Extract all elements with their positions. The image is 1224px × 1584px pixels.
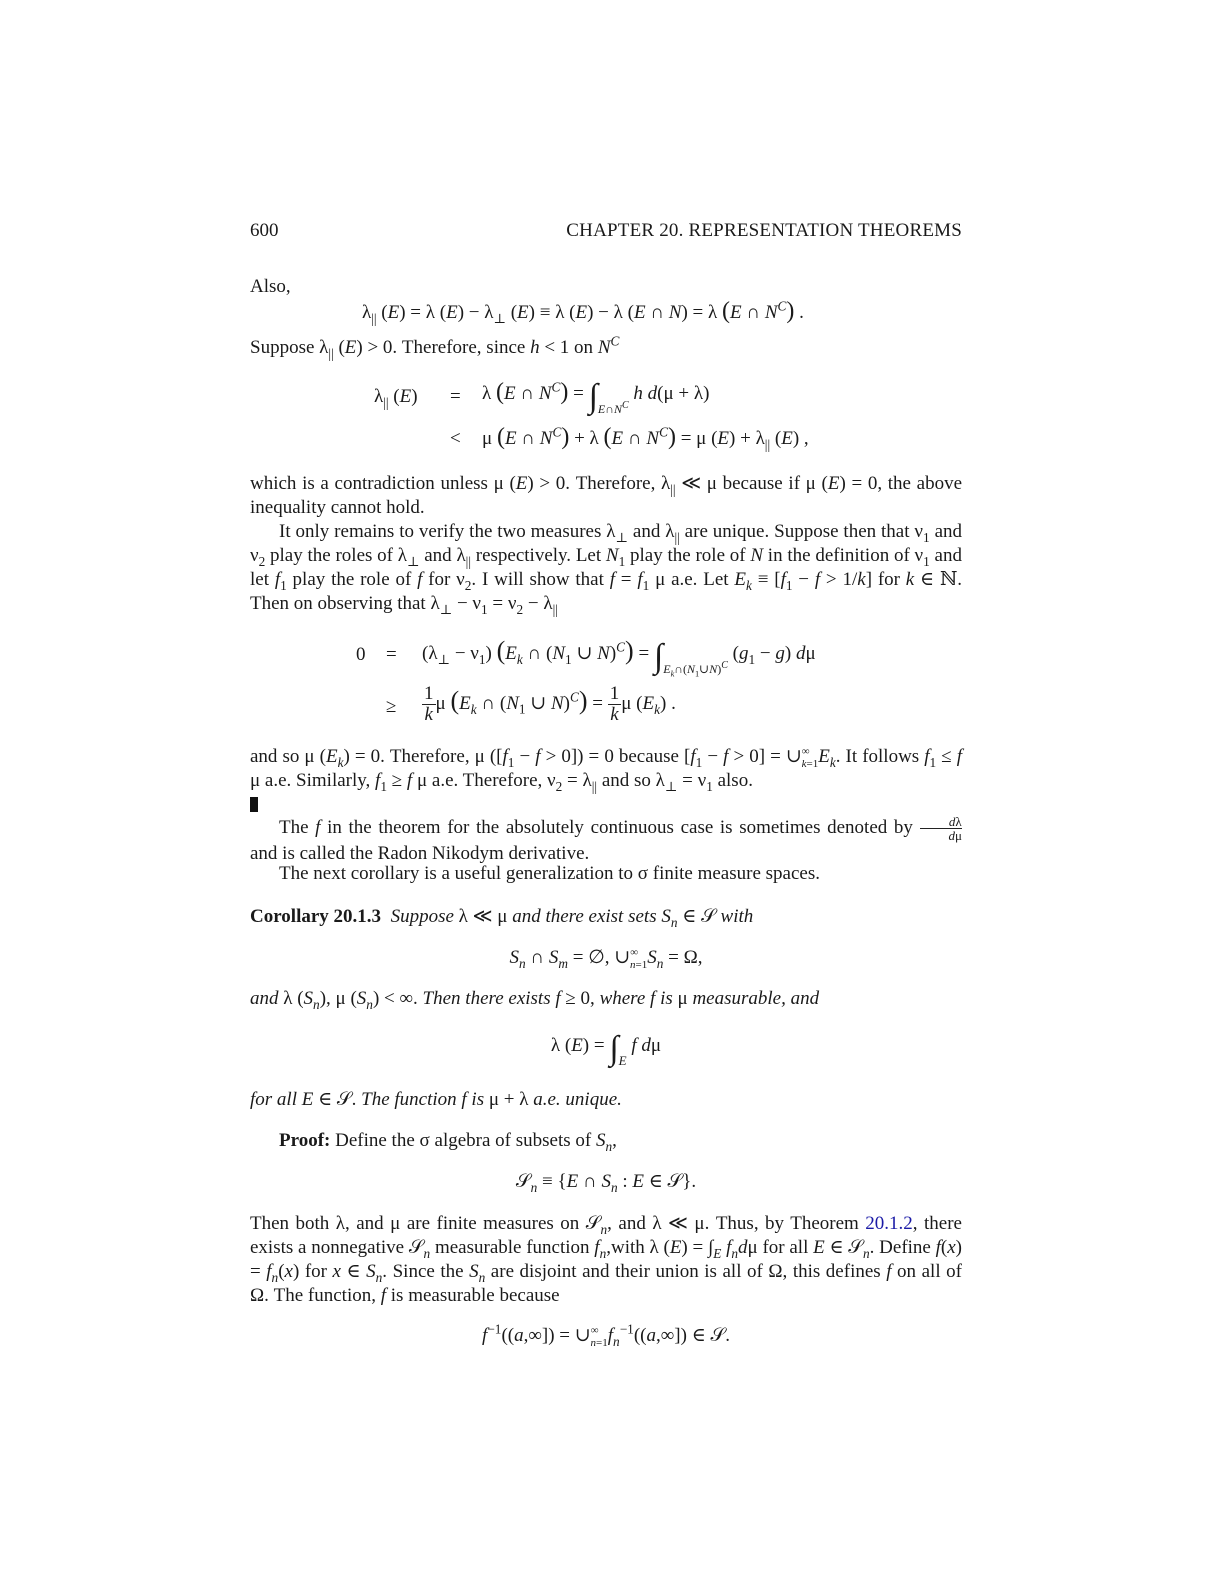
align3-rhs: $(\lambda_\perp - \nu_1)$ ($E_k$ ∩ ($N_1$ ∪ $N)^C) = \int_{E_k\cap(N_1\cup N)^C}$ $(g_1 - g)$ dμ [422,636,816,679]
paragraph-contradiction: which is a contradiction unless μ (E) > 0. Therefore, $\lambda_{||}$ ≪ μ because if μ (E) = 0, the above inequality cannot hold. [250,473,962,518]
paragraph-next: The next corollary is a useful generalization to σ finite measure spaces. [279,863,820,884]
paragraph-and-so: and so μ $(E_k) = 0$. Therefore, μ $([f_1 - f > 0]) = 0$ because $[f_1 - f > 0]$ = $\cup^\infty_{k=1}E_k$. It follows $f_1 \le f$ μ a.e. Similarly, $f_1 \ge f$ μ a.e. Therefore, $\nu_2 = \lambda_{||}$ and so $\lambda_\perp = \nu_1$ also. [250,745,962,817]
proof-label: Proof: [279,1130,331,1151]
proof-start: Proof: Define the σ algebra of subsets of $S_n$, [279,1130,617,1154]
corollary-statement: Corollary 20.1.3 Suppose λ ≪ μ and there exist sets $S_n$ ∈ 𝒮 with [250,906,754,930]
paragraph-then: Then both λ, and μ are finite measures on 𝒮$_n$, and λ ≪ μ. Thus, by Theorem 20.1.2, there exists a nonnegative 𝒮$_n$ measurable function $f_n,with$ λ $(E) = \int_E$ $f_nd\mu$ for all E ∈ 𝒮$_n$. Define $f(x) = f_n(x)$ for x ∈ $S_n$. Since the $S_n$ are disjoint and their union is all of Ω, this defines f on all of Ω. The function, f is measurable because [250,1213,962,1306]
equation-lambda-parallel [362,298,804,325]
align1-rhs: λ (E ∩ $N^C) = \int_{E\cap N^C}$ h d(μ + λ) [482,378,710,416]
paragraph-radon: The f in the theorem for the absolutely continuous case is sometimes denoted by $\frac{d\lambda}{d\mu}$ and is called the Radon Nikodym derivative. [250,814,962,864]
equation-lambda-int: λ $(E) = \int_E$ f dμ [550,1030,662,1068]
equation-sigma: 𝒮$_n$ ≡ {E ∩ $S_n$ : E ∈ 𝒮}. [515,1171,697,1195]
paragraph-unique: It only remains to verify the two measures $\lambda_\perp$ and $\lambda_{||}$ are unique. Suppose then that $\nu_1$ and $\nu_2$ play the roles of $\lambda_\perp$ and $\lambda_{||}$ respectively. Let $N_1$ play the role of N in the definition of $\nu_1$ and let $f_1$ play the role of f for $\nu_2$. I will show that $f = f_1$ μ a.e. Let $E_k \equiv [f_1 - f > 1/k]$ for k ∈ ℕ. Then on observing that $\lambda_\perp - \nu_1 = \nu_2 - \lambda_{||}$ [250,521,963,617]
also-text: Also, [250,276,291,297]
align1-lhs: $\lambda_{||}$ (E) [374,386,418,410]
align3-rel: = [386,644,397,665]
qed-mark [250,797,258,812]
page-number: 600 [250,220,279,241]
align3-lhs: 0 [356,644,366,665]
theorem-link[interactable]: 20.1.2 [865,1213,913,1234]
equation-sn: $S_n$ ∩ $S_m$ = ∅, $\cup^\infty_{n=1}S_n = \Omega$, [509,946,703,971]
corollary-label: Corollary 20.1.3 [250,906,382,927]
align2-rel: < [450,428,461,449]
corollary-text-2: and λ $(S_n)$, μ $(S_n)$ < ∞. Then there exists f ≥ 0, where f is μ measurable, and [250,988,820,1012]
chapter-title: CHAPTER 20. REPRESENTATION THEOREMS [566,220,962,241]
corollary-text-3: for all E ∈ 𝒮. The function f is μ + λ a.e. unique. [250,1089,622,1110]
document-page [250,0,962,1584]
align2-rhs: μ (E ∩ $N^C) + \lambda$ (E ∩ $N^C) = \mu$ $(E) + \lambda_{||}$ (E) , [482,424,809,452]
align4-rel: ≥ [386,696,397,717]
equation-final: $f^{-1}((a,\infty])$ = $\cup^\infty_{n=1}f_n^{-1}((a,\infty])$ ∈ 𝒮. [482,1321,730,1349]
align4-rhs: $\frac{1}{k}$ μ ($E_k$ ∩ ($N_1$ ∪ N)$^C$) = $\frac{1}{k}$ μ $(E_k)$ . [424,683,676,725]
equation-visual: $\lambda_{||}$ (E) = λ $(E) - \lambda_\perp$ (E) ≡ λ (E) − λ (E ∩ N) = λ (E ∩ $N^C$) . [362,298,804,326]
suppose-line: Suppose $\lambda_{||}$ (E) > 0. Therefore, since h < 1 on $N^C$ [250,333,620,361]
align1-rel: = [450,386,461,407]
